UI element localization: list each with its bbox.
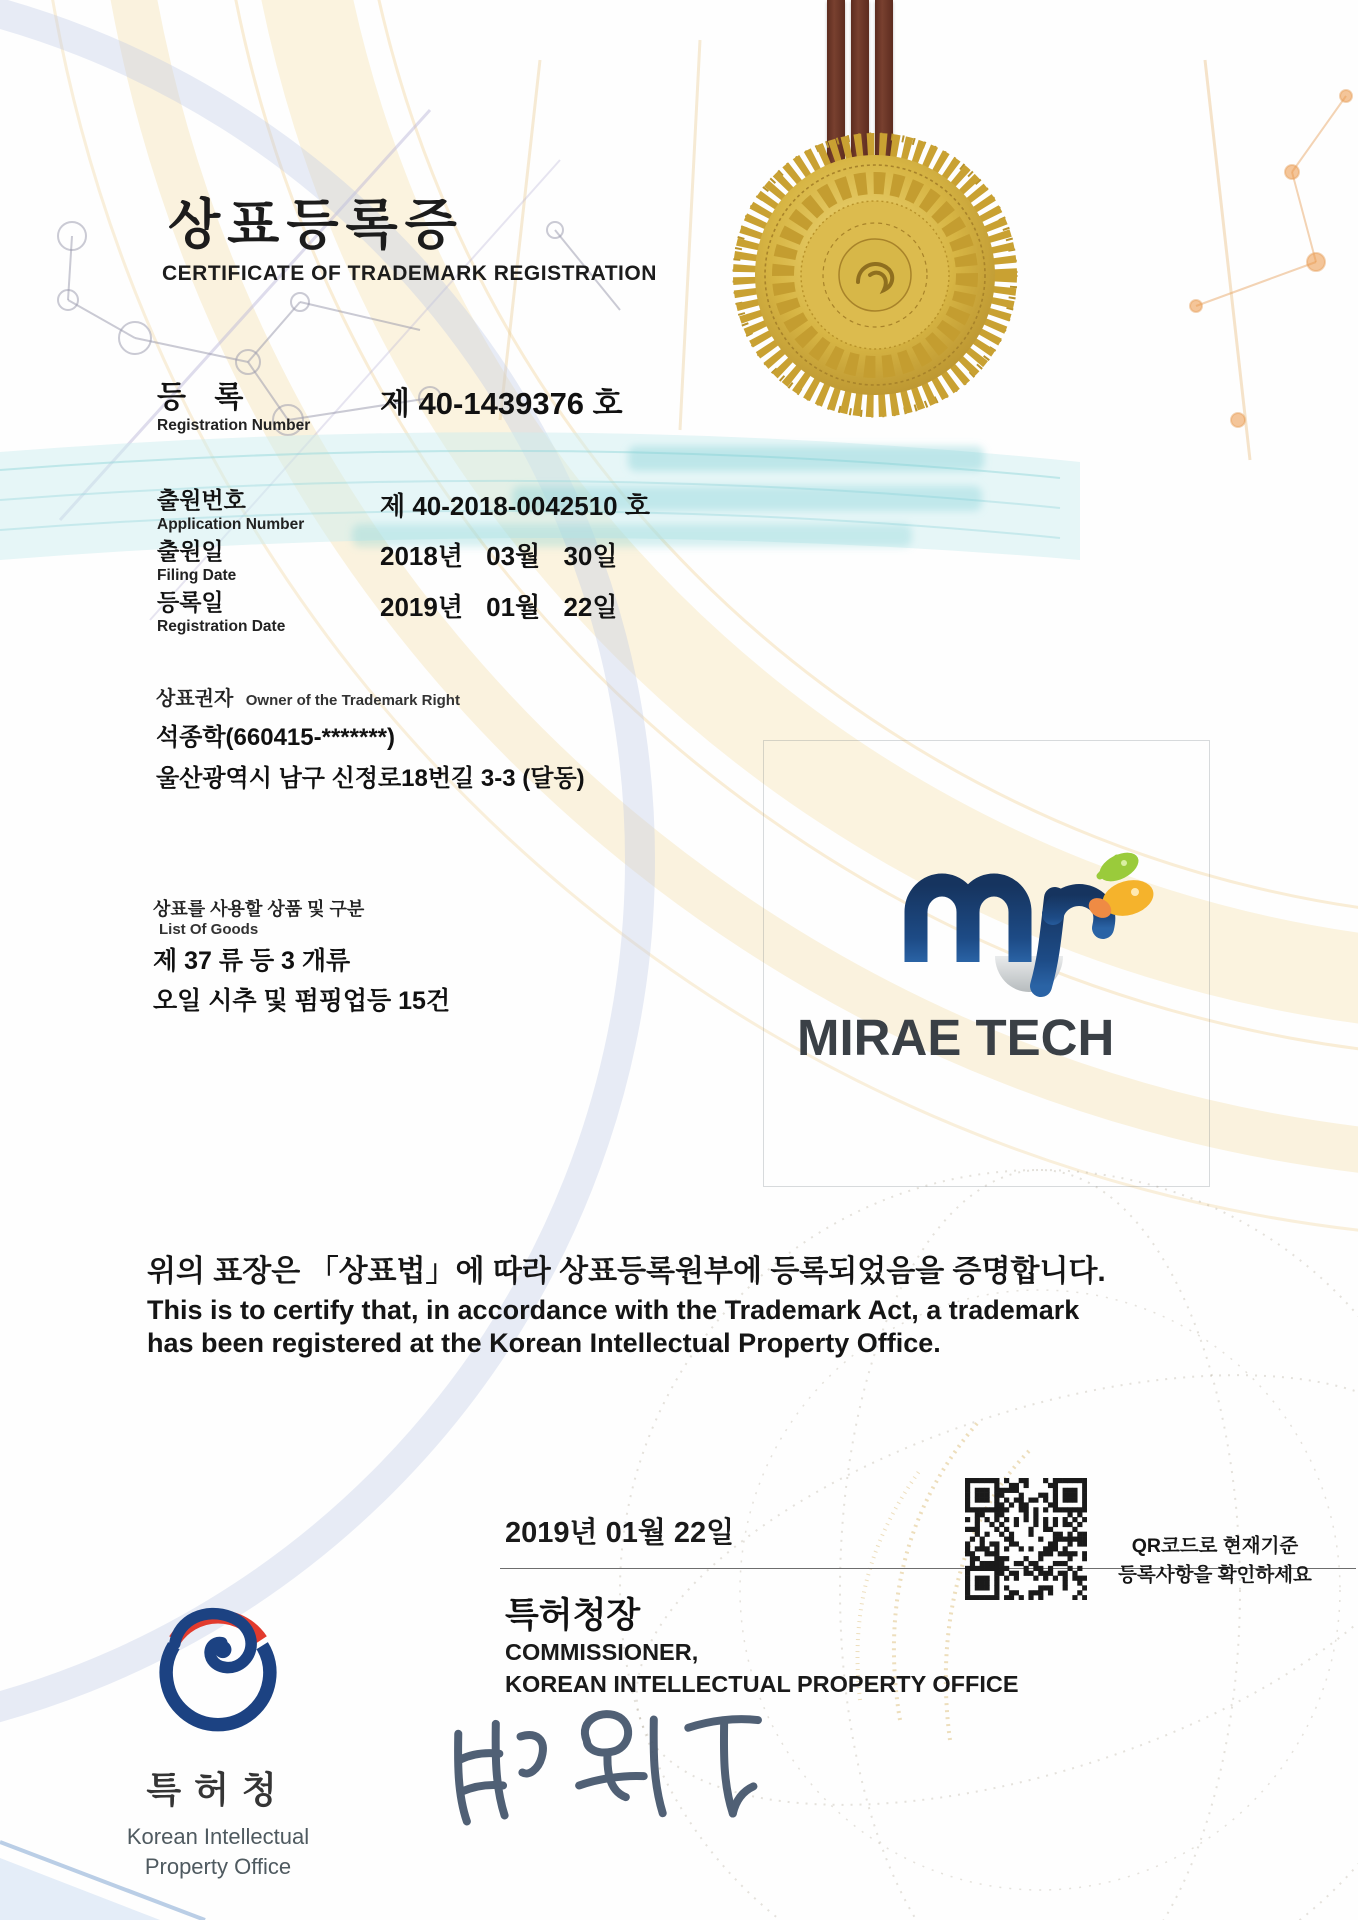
statement-english-line1: This is to certify that, in accordance with the Trademark Act, a trademark <box>147 1295 1080 1325</box>
field-label-en: Registration Date <box>157 618 286 635</box>
qr-code <box>965 1478 1087 1600</box>
owner-label-en: Owner of the Trademark Right <box>245 692 460 709</box>
field-label-ko: 출원일 <box>157 538 224 564</box>
goods-label-en: List Of Goods <box>159 921 259 938</box>
trademark-brand-name: MIRAE TECH <box>797 1009 1115 1066</box>
field-value-registration: 제 40-1439376 호 <box>380 386 623 421</box>
field-value-regdate: 2019년 01월 22일 <box>380 592 618 622</box>
field-label-ko: 등 록 <box>157 381 254 414</box>
field-registration-date <box>157 584 285 636</box>
agency-en-line1: Korean Intellectual <box>126 1824 310 1849</box>
qr-caption-line2: 등록사항을 확인하세요 <box>1118 1564 1312 1586</box>
logo-droplets <box>1085 847 1158 922</box>
goods-class-line: 제 37 류 등 3 개류 <box>153 947 351 975</box>
field-label-en: Filing Date <box>157 567 237 584</box>
statement-korean: 위의 표장은 「상표법」에 따라 상표등록원부에 등록되었음을 증명합니다. <box>147 1255 1106 1288</box>
qr-caption <box>1100 1532 1330 1590</box>
field-filing-date <box>157 533 236 585</box>
qr-caption-line1: QR코드로 현재기준 <box>1131 1535 1299 1557</box>
field-application-number <box>157 482 304 534</box>
issue-date: 2019년 01월 22일 <box>505 1517 735 1549</box>
agency-name-ko: 특허청 <box>146 1769 290 1810</box>
commissioner-title-ko: 특허청장 <box>505 1596 641 1635</box>
gold-seal <box>730 130 1020 420</box>
statement-english-line2: has been registered at the Korean Intellectual Property Office. <box>147 1328 941 1358</box>
certificate-subtitle: CERTIFICATE OF TRADEMARK REGISTRATION <box>162 262 657 285</box>
field-label-en: Application Number <box>157 516 305 533</box>
logo-letter-m <box>916 885 1020 962</box>
goods-label-ko: 상표를 사용할 상품 및 구분 <box>153 899 365 919</box>
owner-label-ko: 상표권자 <box>156 688 234 710</box>
trademark-logo <box>895 840 1160 1005</box>
owner-block <box>156 682 585 793</box>
commissioner-line2: KOREAN INTELLECTUAL PROPERTY OFFICE <box>505 1671 1019 1697</box>
field-label-en: Registration Number <box>157 417 311 434</box>
owner-name: 석종학(660415-*******) <box>156 724 395 751</box>
commissioner-line1: COMMISSIONER, <box>505 1639 699 1665</box>
field-label-ko: 출원번호 <box>157 487 246 513</box>
field-value-filing: 2018년 03월 30일 <box>380 541 618 571</box>
statement-english <box>147 1294 1247 1360</box>
kipo-emblem <box>146 1590 290 1734</box>
certificate-title: 상표등록증 <box>168 195 464 255</box>
field-registration-number <box>157 372 310 435</box>
field-value-application: 제 40-2018-0042510 호 <box>380 491 650 521</box>
agency-en-line2: Property Office <box>144 1854 292 1879</box>
goods-detail-line: 오일 시추 및 펌핑업등 15건 <box>153 987 451 1015</box>
commissioner-signature <box>434 1679 781 1847</box>
owner-address: 울산광역시 남구 신정로18번길 3-3 (달동) <box>156 765 585 792</box>
goods-block <box>153 895 450 1017</box>
agency-name-en <box>78 1822 358 1882</box>
field-label-ko: 등록일 <box>157 589 224 615</box>
